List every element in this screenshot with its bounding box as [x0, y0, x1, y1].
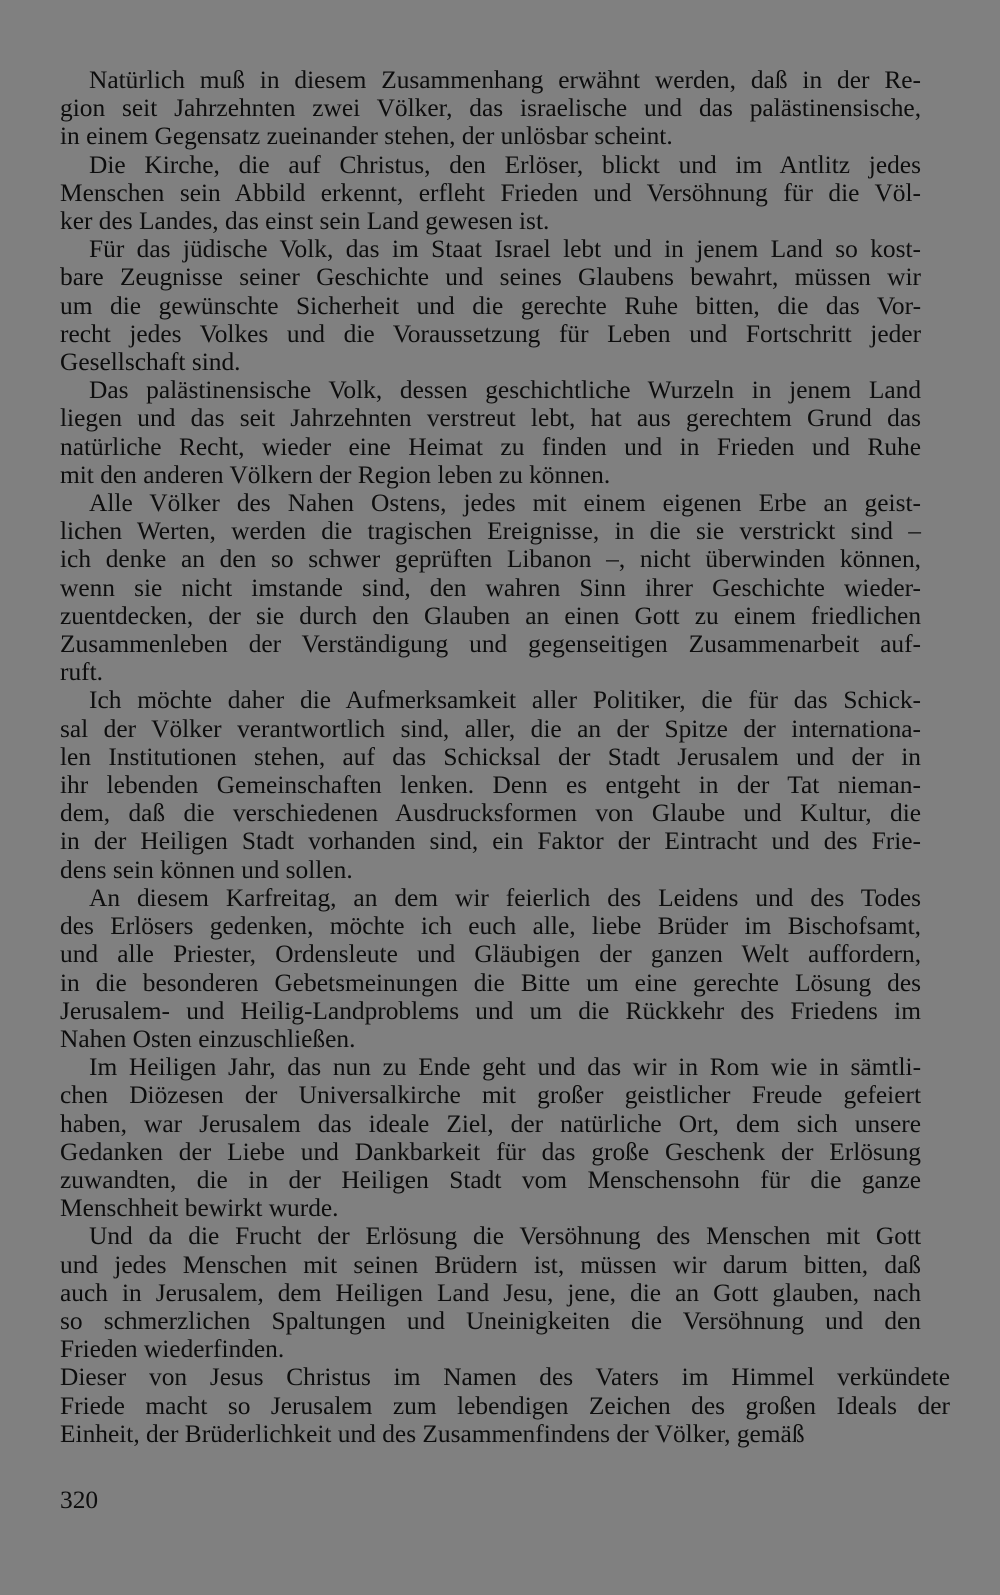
paragraph: [60, 235, 950, 376]
text-line: auch in Jerusalem, dem Heiligen Land Jesu, jene, die an Gott glauben, nach: [60, 1278, 922, 1307]
text-line: zuwandten, die in der Heiligen Stadt vom Menschensohn für die ganze: [60, 1165, 922, 1194]
text-line: An diesem Karfreitag, an dem wir feierlich des Leidens und des Todes: [89, 883, 922, 912]
text-line: Gedanken der Liebe und Dankbarkeit für das große Geschenk der Erlösung: [60, 1137, 921, 1166]
text-line: gion seit Jahrzehnten zwei Völker, das israelische und das palästinensische,: [60, 94, 922, 123]
text-line: sal der Völker verantwortlich sind, aller, die an der Spitze der internationa-: [60, 714, 921, 743]
text-line: wenn sie nicht imstande sind, den wahren Sinn ihrer Geschichte wieder-: [60, 573, 921, 602]
text-line: Alle Völker des Nahen Ostens, jedes mit einem eigenen Erbe an geist-: [89, 489, 921, 518]
text-line: lichen Werten, werden die tragischen Ereignisse, in die sie verstrickt sind –: [60, 517, 921, 546]
text-line: Und da die Frucht der Erlösung die Versöhnung des Menschen mit Gott: [89, 1222, 922, 1251]
paragraph: [60, 1363, 950, 1448]
text-line: in der Heiligen Stadt vorhanden sind, ein Faktor der Eintracht und des Frie-: [60, 827, 922, 856]
text-line: in die besonderen Gebetsmeinungen die Bitte um eine gerechte Lösung des: [60, 968, 922, 997]
text-line: Nahen Osten einzuschließen.: [60, 1024, 356, 1053]
text-line: chen Diözesen der Universalkirche mit großer geistlicher Freude gefeiert: [60, 1081, 922, 1110]
text-line: Dieser von Jesus Christus im Namen des Vaters im Himmel verkündete: [60, 1363, 950, 1392]
text-line: recht jedes Volkes und die Voraussetzung für Leben und Fortschritt jeder: [60, 319, 922, 348]
text-line: und jedes Menschen mit seinen Brüdern ist, müssen wir darum bitten, daß: [60, 1250, 921, 1279]
text-line: ker des Landes, das einst sein Land gewesen ist.: [60, 207, 550, 236]
paragraph: [60, 376, 950, 489]
text-line: dens sein können und sollen.: [60, 855, 353, 884]
text-line: in einem Gegensatz zueinander stehen, der unlösbar scheint.: [60, 122, 673, 151]
text-line: Friede macht so Jerusalem zum lebendigen Zeichen des großen Ideals der: [60, 1391, 950, 1420]
body-text: [60, 66, 950, 1448]
paragraph: [60, 151, 950, 236]
text-line: Zusammenleben der Verständigung und gegenseitigen Zusammenarbeit auf-: [60, 630, 922, 659]
text-line: ihr lebenden Gemeinschaften lenken. Denn es entgeht in der Tat nieman-: [60, 771, 921, 800]
text-line: ruft.: [60, 658, 104, 687]
text-line: zuentdecken, der sie durch den Glauben an einen Gott zu einem friedlichen: [60, 601, 922, 630]
text-line: Die Kirche, die auf Christus, den Erlöser, blickt und im Antlitz jedes: [89, 150, 921, 179]
text-line: Frieden wiederfinden.: [60, 1335, 285, 1364]
text-line: Gesellschaft sind.: [60, 348, 241, 377]
text-line: bare Zeugnisse seiner Geschichte und seines Glaubens bewahrt, müssen wir: [60, 263, 922, 292]
paragraph: [60, 66, 950, 151]
paragraph: [60, 1053, 950, 1222]
text-line: Für das jüdische Volk, das im Staat Israel lebt und in jenem Land so kost-: [89, 235, 921, 264]
text-line: ich denke an den so schwer geprüften Libanon –, nicht überwinden können,: [60, 545, 921, 574]
text-line: um die gewünschte Sicherheit und die gerechte Ruhe bitten, die das Vor-: [60, 291, 922, 320]
text-line: Natürlich muß in diesem Zusammenhang erwähnt werden, daß in der Re-: [89, 66, 921, 94]
text-line: natürliche Recht, wieder eine Heimat zu finden und in Frieden und Ruhe: [60, 432, 922, 461]
text-line: Einheit, der Brüderlichkeit und des Zusammenfindens der Völker, gemäß: [60, 1419, 805, 1448]
text-line: Menschheit bewirkt wurde.: [60, 1194, 339, 1223]
text-line: haben, war Jerusalem das ideale Ziel, der natürliche Ort, dem sich unsere: [60, 1109, 922, 1138]
text-line: Jerusalem- und Heilig-Landproblems und um die Rückkehr des Friedens im: [60, 996, 921, 1025]
text-line: Im Heiligen Jahr, das nun zu Ende geht und das wir in Rom wie in sämtli-: [89, 1053, 922, 1082]
text-line: Das palästinensische Volk, dessen geschichtliche Wurzeln in jenem Land: [89, 376, 922, 405]
page-number: 320: [60, 1486, 99, 1514]
text-line: mit den anderen Völkern der Region leben zu können.: [60, 460, 611, 489]
paragraph: [60, 884, 950, 1053]
text-line: len Institutionen stehen, auf das Schicksal der Stadt Jerusalem und der in: [60, 742, 921, 771]
text-line: so schmerzlichen Spaltungen und Uneinigkeiten die Versöhnung und den: [60, 1306, 922, 1335]
paragraph: [60, 1222, 950, 1363]
text-line: liegen und das seit Jahrzehnten verstreut lebt, hat aus gerechtem Grund das: [60, 404, 921, 433]
paragraph: [60, 489, 950, 686]
text-line: dem, daß die verschiedenen Ausdrucksformen von Glaube und Kultur, die: [60, 799, 922, 828]
paragraph: [60, 686, 950, 883]
text-line: Menschen sein Abbild erkennt, erfleht Frieden und Versöhnung für die Völ-: [60, 178, 921, 207]
text-line: Ich möchte daher die Aufmerksamkeit aller Politiker, die für das Schick-: [89, 686, 921, 715]
text-line: und alle Priester, Ordensleute und Gläubigen der ganzen Welt auffordern,: [60, 940, 922, 969]
text-line: des Erlösers gedenken, möchte ich euch alle, liebe Brüder im Bischofsamt,: [60, 912, 921, 941]
